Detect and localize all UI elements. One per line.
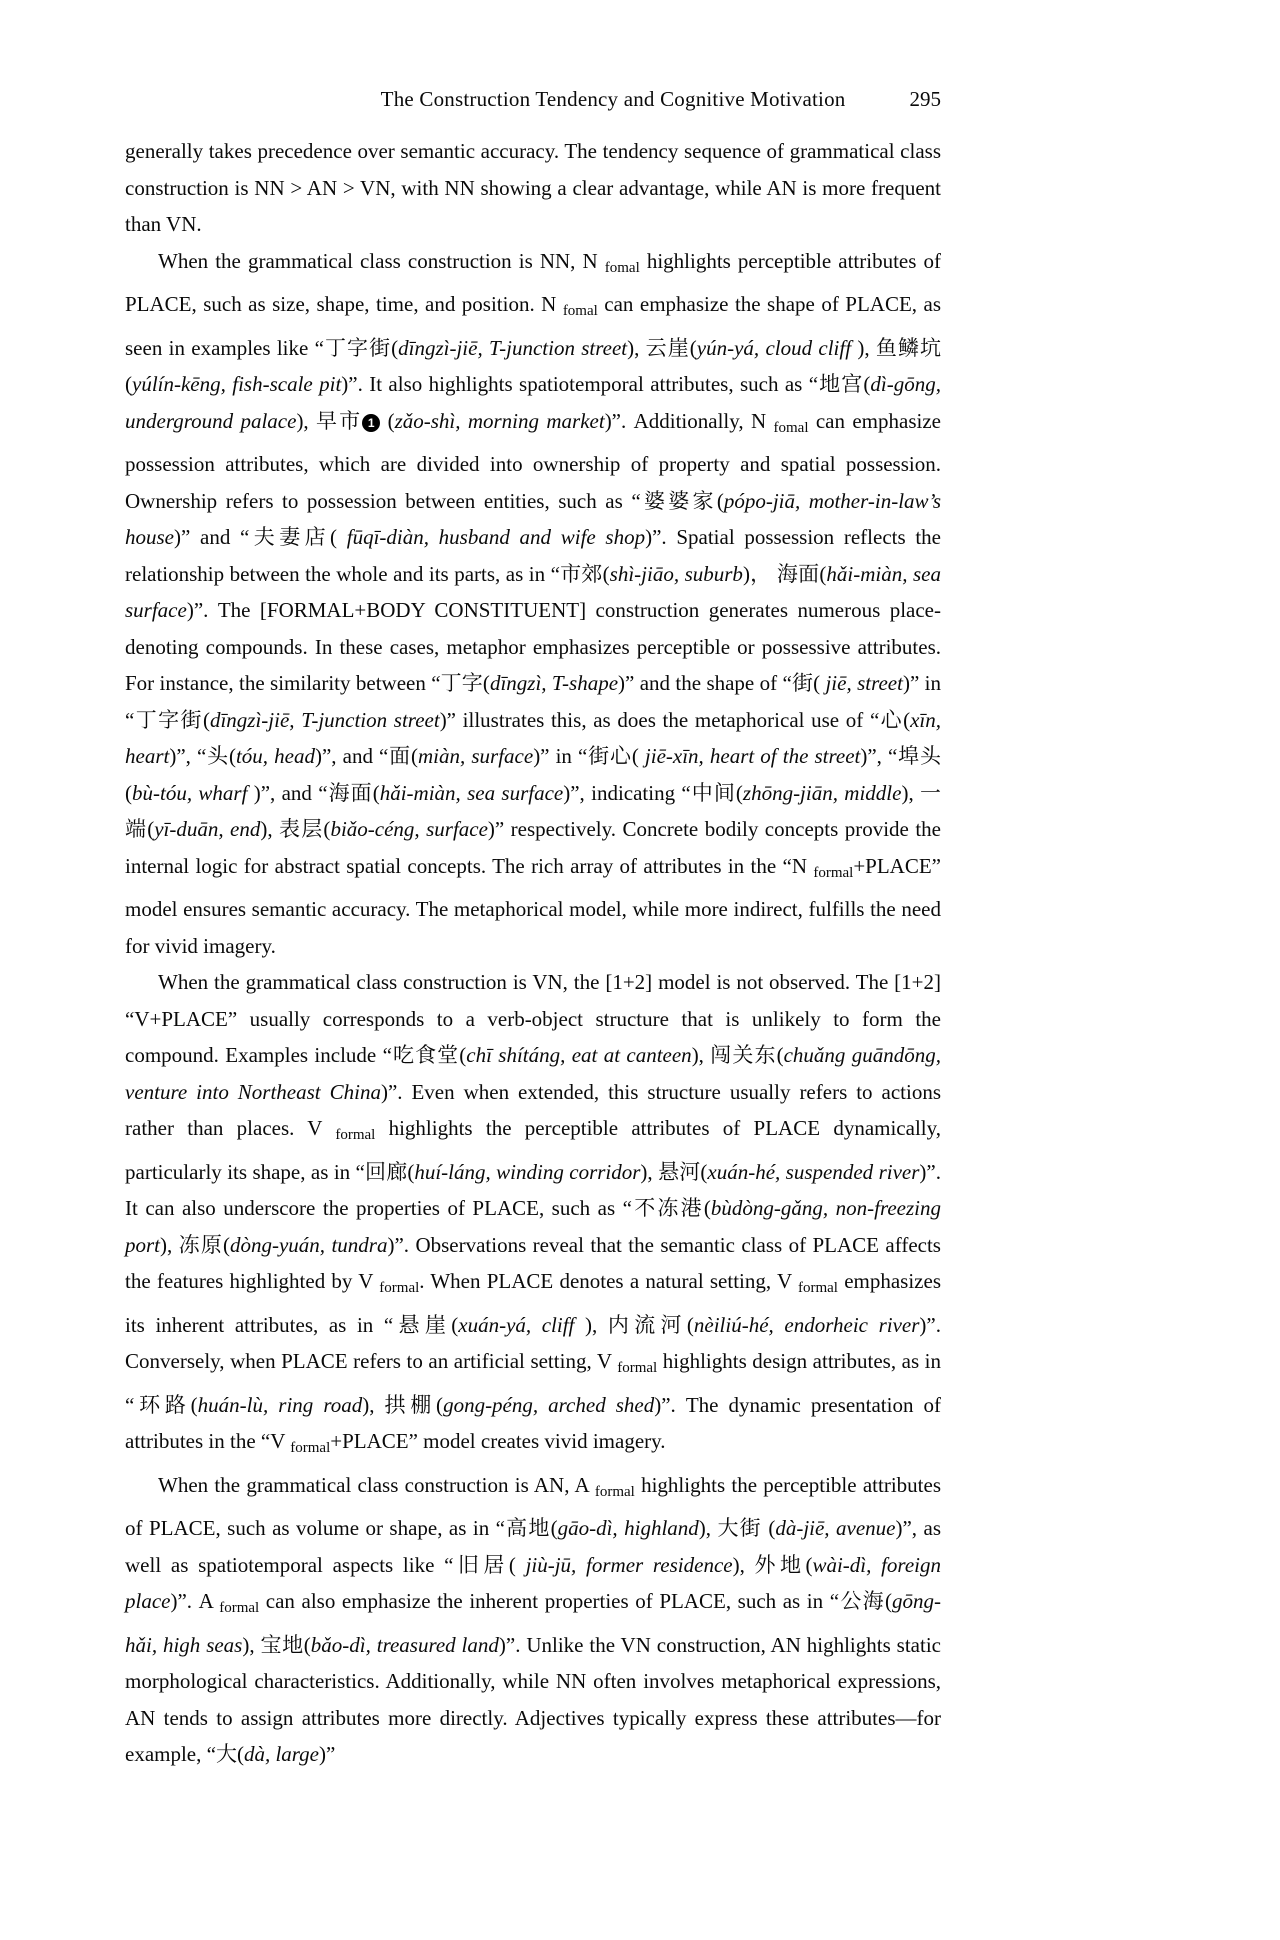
text-run: )”. A (170, 1589, 220, 1613)
italic-gloss: yī-duān, end (154, 817, 261, 841)
text-run: ), 大街 ( (698, 1516, 776, 1540)
italic-gloss: bǎo-dì, treasured land (310, 1632, 499, 1657)
text-run: . When PLACE denotes a natural setting, V (419, 1269, 798, 1293)
italic-gloss: miàn, surface (418, 744, 534, 768)
italic-gloss: hǎi-miàn, sea surface (379, 780, 564, 805)
subscript-label: formal (335, 1127, 376, 1143)
subscript-label: formal (290, 1440, 331, 1456)
italic-gloss: dà-jiē, avenue (775, 1516, 896, 1540)
italic-gloss: huí-láng, winding corridor (414, 1159, 641, 1184)
text-run: )”. Additionally, N (604, 408, 774, 433)
italic-gloss: dà, large (243, 1742, 320, 1766)
text-run: )” in “丁字街( (125, 671, 941, 732)
text-run: )”, indicating “中间( (563, 780, 743, 805)
italic-gloss: bù-tóu, wharf (132, 780, 248, 805)
page-number: 295 (909, 87, 941, 111)
text-run: )”, “头( (169, 744, 236, 768)
italic-gloss: zhōng-jiān, middle (742, 780, 902, 805)
text-run: )”. Conversely, when PLACE refers to an artificial setting, V (125, 1312, 941, 1373)
italic-gloss: pópo-jiā, mother-in-law’s house (125, 488, 941, 549)
text-run: )”. Unlike the VN construction, AN highlights static morphological characteristics. Additionally, while NN often involves metaphorical expressions, AN tends to assign attributes more directly. Adjectives typically express these attributes—for example, “大( (125, 1632, 941, 1766)
italic-gloss: xīn, heart (125, 707, 941, 768)
subscript-label: fomal (773, 419, 809, 436)
subscript-label: fomal (604, 259, 640, 276)
text-run: )”. It can also underscore the properties of PLACE, such as “不冻港( (125, 1159, 941, 1220)
text-run: highlights the perceptible attributes of PLACE dynamically, particularly its shape, as in “回廊( (125, 1116, 942, 1184)
subscript-label: formal (379, 1280, 420, 1296)
text-run: can emphasize the shape of PLACE, as seen in examples like “丁字街( (125, 292, 941, 360)
text-run: )， 海面( (742, 561, 827, 586)
italic-gloss: xuán-hé, suspended river (707, 1159, 920, 1184)
italic-gloss: huán-lù, ring road (197, 1392, 363, 1417)
text-run: )”, as well as spatiotemporal aspects like “旧居( (125, 1516, 941, 1577)
italic-gloss: yúlín-kēng, fish-scale pit (132, 372, 342, 396)
text-run: ), 表层( (260, 817, 331, 841)
text-run: +PLACE” model ensures semantic accuracy. The metaphorical model, while more indirect, fulfills the need for vivid imagery. (125, 853, 941, 958)
text-run: When the grammatical class construction is VN, the [1+2] model is not observed. The [1+2] “V+PLACE” usually corresponds to a verb-object structure that is unlikely to form the compound. Examples include “吃食堂( (125, 970, 941, 1067)
text-run: When the grammatical class construction is NN, N (158, 248, 605, 273)
italic-gloss: dòng-yuán, tundra (229, 1232, 388, 1257)
body-text (125, 133, 941, 1773)
running-head (125, 86, 941, 112)
italic-gloss: dīngzì, T-shape (489, 671, 619, 695)
italic-gloss: chuǎng guāndōng, venture into Northeast China (125, 1043, 941, 1104)
italic-gloss: dīngzì-jiē, T-junction street (398, 335, 628, 360)
paragraph (125, 1467, 941, 1773)
text-run: )”. Spatial possession reflects the relationship between the whole and its parts, as in “市郊( (125, 525, 941, 586)
paragraph (125, 964, 941, 1467)
text-run: ), 外地( (732, 1552, 813, 1577)
paragraph (125, 133, 941, 243)
italic-gloss: wài-dì, foreign place (125, 1552, 941, 1613)
italic-gloss: nèiliú-hé, endorheic river (693, 1312, 920, 1337)
italic-gloss: tóu, head (235, 744, 315, 768)
italic-gloss: fūqī-diàn, husband and wife shop (346, 525, 646, 549)
text-run: ), 闯关东( (691, 1043, 784, 1067)
text-run: )”. Observations reveal that the semantic class of PLACE affects the features highlighted by V (125, 1232, 941, 1293)
italic-gloss: shì-jiāo, suburb (609, 561, 743, 586)
italic-gloss: dì-gōng, underground palace (125, 372, 941, 433)
subscript-label: formal (594, 1483, 635, 1500)
text-run: ), 悬河( (640, 1159, 708, 1184)
subscript-label: formal (219, 1600, 260, 1616)
subscript-label: formal (813, 864, 854, 881)
text-run: )” in “街心( (533, 744, 645, 768)
text-run: generally takes precedence over semantic accuracy. The tendency sequence of grammatical class construction is NN > AN > VN, with NN showing a clear advantage, while AN is more frequent than VN. (125, 139, 941, 236)
subscript-label: formal (797, 1280, 838, 1296)
paragraph (125, 243, 941, 965)
text-run: +PLACE” model creates vivid imagery. (330, 1429, 666, 1453)
subscript-label: formal (617, 1360, 658, 1376)
text-run: highlights perceptible attributes of PLACE, such as size, shape, time, and position. N (125, 248, 941, 316)
italic-gloss: bùdòng-gǎng, non-freezing port (125, 1196, 941, 1257)
italic-gloss: zǎo-shì, morning market (394, 408, 605, 433)
italic-gloss: jiē-xīn, heart of the street (644, 744, 861, 768)
text-run: ), 鱼鳞坑( (125, 335, 941, 396)
text-run: ), 拱棚( (362, 1392, 444, 1417)
italic-gloss: jiē, street (825, 671, 903, 695)
italic-gloss: yún-yá, cloud cliff (696, 335, 852, 360)
page-content (125, 86, 941, 1773)
text-run: )” and the shape of “街( (618, 671, 826, 695)
italic-gloss: dīngzì-jiē, T-junction street (209, 707, 440, 732)
text-run: ), 早市 (296, 408, 363, 433)
text-run: )” respectively. Concrete bodily concepts provide the internal logic for abstract spatial concepts. The rich array of attributes in the “N (125, 817, 941, 878)
text-run: )”. The [FORMAL+BODY CONSTITUENT] construction generates numerous place-denoting compounds. In these cases, metaphor emphasizes perceptible or possessive attributes. For instance, the similarity between “丁字( (125, 598, 941, 695)
running-head-title: The Construction Tendency and Cognitive Motivation (380, 87, 846, 111)
text-run: When the grammatical class construction is AN, A (158, 1472, 595, 1497)
text-run: )”. Even when extended, this structure usually refers to actions rather than places. V (125, 1079, 941, 1140)
italic-gloss: biǎo-céng, surface (330, 817, 488, 841)
text-run: can also emphasize the inherent properties of PLACE, such as in “公海( (259, 1589, 892, 1613)
text-run: emphasizes its inherent attributes, as in “悬崖( (125, 1269, 941, 1337)
italic-gloss: gong-péng, arched shed (443, 1392, 655, 1417)
text-run: )” illustrates this, as does the metaphorical use of “心( (439, 707, 911, 732)
text-run: highlights design attributes, as in “环路( (125, 1349, 941, 1417)
text-run: ), 宝地( (242, 1632, 311, 1657)
italic-gloss: chī shítáng, eat at canteen (466, 1043, 692, 1067)
italic-gloss: gōng-hǎi, high seas (125, 1589, 941, 1657)
italic-gloss: jiù-jū, former residence (525, 1552, 733, 1577)
italic-gloss: gāo-dì, highland (557, 1516, 699, 1540)
subscript-label: fomal (562, 303, 598, 319)
text-run: ), 冻原( (160, 1232, 230, 1257)
text-run: can emphasize possession attributes, which are divided into ownership of property and spatial possession. Ownership refers to possession between entities, such as “婆婆家( (125, 408, 941, 513)
text-run: )” and “夫妻店( (174, 525, 347, 549)
text-run: )”. It also highlights spatiotemporal attributes, such as “地宫( (341, 372, 871, 396)
text-run: )”. The dynamic presentation of attributes in the “V (125, 1392, 941, 1453)
text-run: )”, “埠头( (125, 744, 942, 805)
text-run: )”, and “海面( (247, 780, 380, 805)
text-run: ), 内流河( (574, 1312, 694, 1337)
text-run: )”, and “面( (314, 744, 419, 768)
italic-gloss: hǎi-miàn, sea surface (125, 561, 941, 622)
text-run: )” (319, 1742, 336, 1766)
text-run: ), 一端( (125, 780, 942, 841)
text-run: ( (380, 408, 395, 433)
footnote-marker-icon: 1 (362, 414, 380, 432)
text-run: highlights the perceptible attributes of PLACE, such as volume or shape, as in “高地( (125, 1472, 942, 1540)
italic-gloss: xuán-yá, cliff (458, 1312, 575, 1337)
text-run: ), 云崖( (627, 335, 697, 360)
